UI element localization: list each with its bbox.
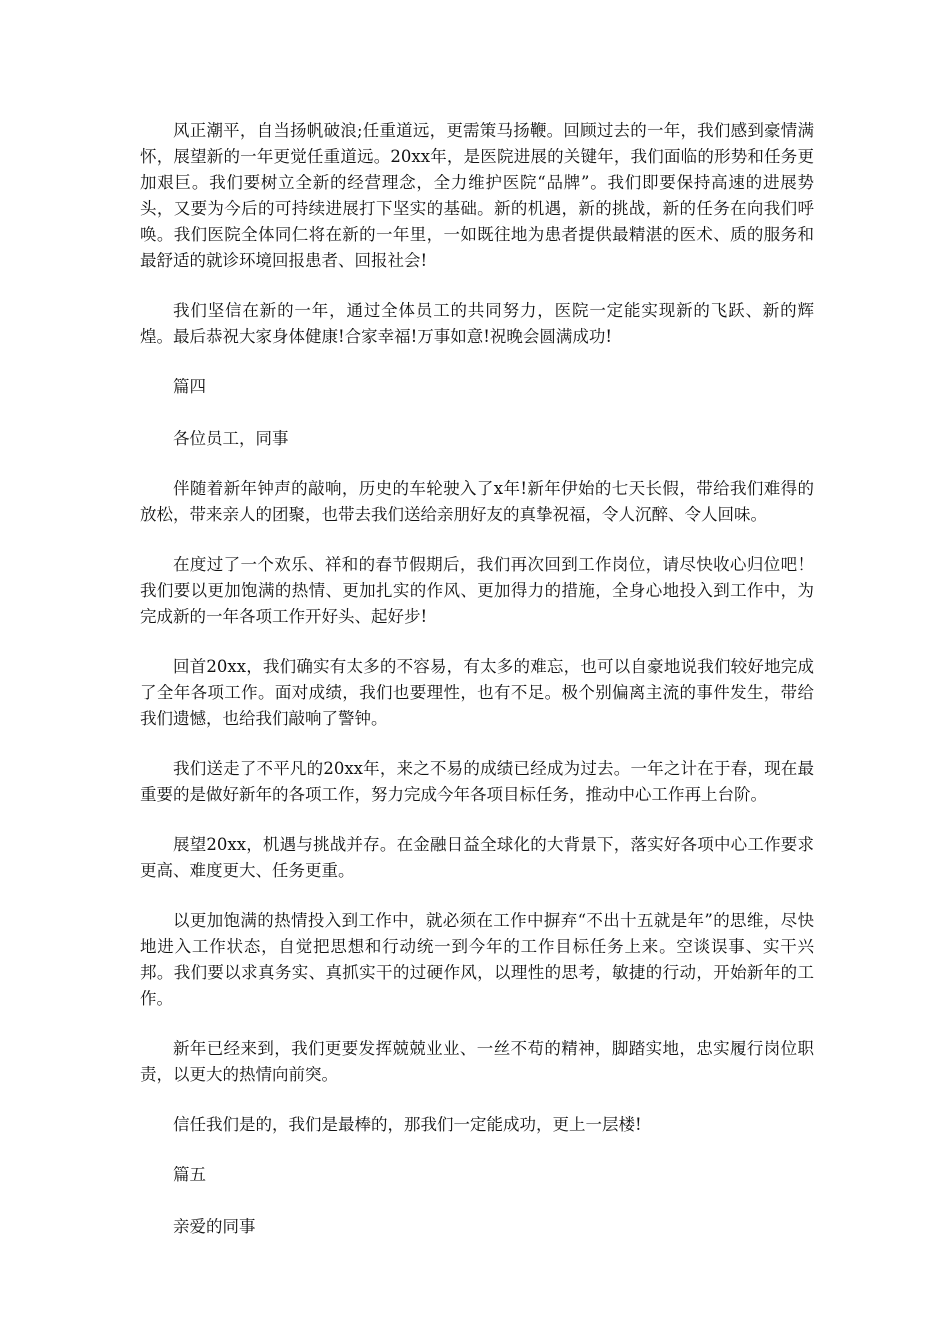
section-heading-5: 篇五: [173, 1165, 206, 1184]
paragraph-looking-back: 回首20xx，我们确实有太多的不容易，有太多的难忘，也可以自豪地说我们较好地完成了全年各项工作。面对成绩，我们也要理性，也有不足。极个别偏离主流的事件发生，带给我们遗憾，也给我们敲响了警钟。: [140, 657, 814, 728]
section-heading-4: 篇四: [173, 377, 206, 396]
paragraph-farewell-year: 我们送走了不平凡的20xx年，来之不易的成绩已经成为过去。一年之计在于春，现在最重要的是做好新年的各项工作，努力完成今年各项目标任务，推动中心工作再上台阶。: [140, 759, 814, 804]
paragraph-outlook: 展望20xx，机遇与挑战并存。在金融日益全球化的大背景下，落实好各项中心工作要求更高、难度更大、任务更重。: [140, 835, 814, 880]
paragraph-hospital-new-year: 风正潮平，自当扬帆破浪;任重道远，更需策马扬鞭。回顾过去的一年，我们感到豪情满怀，展望新的一年更觉任重道远。20xx年，是医院进展的关键年，我们面临的形势和任务更加艰巨。我们要树立全新的经营理念，全力维护医院“品牌”。我们即要保持高速的进展势头，又要为今后的可持续进展打下坚实的基础。新的机遇，新的挑战，新的任务在向我们呼唤。我们医院全体同仁将在新的一年里，一如既往地为患者提供最精湛的医术、质的服务和最舒适的就诊环境回报患者、回报社会!: [140, 121, 814, 270]
salutation: 各位员工，同事: [173, 429, 289, 448]
paragraph-confidence: 信任我们是的，我们是最棒的，那我们一定能成功，更上一层楼!: [173, 1115, 642, 1134]
paragraph-back-to-work: 在度过了一个欢乐、祥和的春节假期后，我们再次回到工作岗位，请尽快收心归位吧！我们要以更加饱满的热情、更加扎实的作风、更加得力的措施，全身心地投入到工作中，为完成新的一年各项工作开好头、起好步!: [140, 555, 814, 626]
document-page: [140, 118, 814, 1264]
paragraph-new-year-bells: 伴随着新年钟声的敲响，历史的车轮驶入了x年!新年伊始的七天长假，带给我们难得的放松，带来亲人的团聚，也带去我们送给亲朋好友的真挚祝福，令人沉醉、令人回味。: [140, 479, 814, 524]
paragraph-dedication: 新年已经来到，我们更要发挥兢兢业业、一丝不苟的精神，脚踏实地，忠实履行岗位职责，以更大的热情向前突。: [140, 1039, 814, 1084]
paragraph-enthusiasm: 以更加饱满的热情投入到工作中，就必须在工作中摒弃“不出十五就是年”的思维，尽快地进入工作状态，自觉把思想和行动统一到今年的工作目标任务上来。空谈误事、实干兴邦。我们要以求真务实、真抓实干的过硬作风，以理性的思考，敏捷的行动，开始新年的工作。: [140, 911, 814, 1008]
paragraph-closing-wishes: 我们坚信在新的一年，通过全体员工的共同努力，医院一定能实现新的飞跃、新的辉煌。最后恭祝大家身体健康!合家幸福!万事如意!祝晚会圆满成功!: [140, 301, 814, 346]
salutation-dear-colleagues: 亲爱的同事: [173, 1217, 256, 1236]
